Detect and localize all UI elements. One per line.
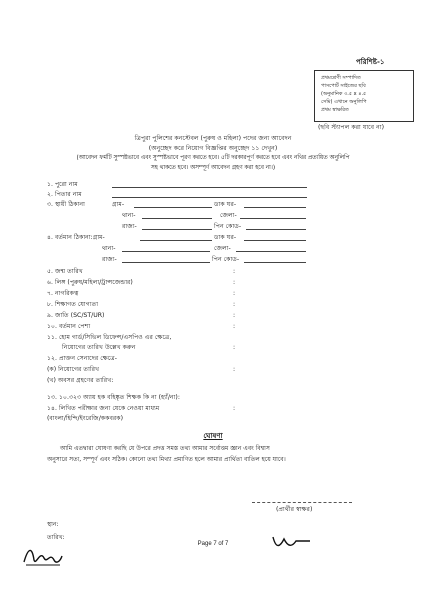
photo-box <box>314 70 414 122</box>
present-district-line[interactable] <box>236 251 306 252</box>
field-label-father-name: ২. পিতার নাম <box>47 191 82 198</box>
field-label-appointment-date: (ক) নিয়োগের তারিখ <box>47 366 100 373</box>
present-state-line[interactable] <box>122 262 210 263</box>
form-title: ত্রিপুরা পুলিশের কনস্টেবল (পুরুষ ও মহিলা) পদের জন্য আবেদন <box>134 135 292 142</box>
instruction-line: সহ থাকতে হবে। অসম্পূর্ণ আবেদন গ্রহণ করা হবে না।) <box>150 165 276 171</box>
form-subtitle: (অনুচ্ছেদ করে নিয়োগ বিজ্ঞপ্তির অনুচ্ছেদ ১১ দেখুন) <box>148 145 278 152</box>
present-post-line[interactable] <box>244 240 306 241</box>
photo-box-line: সেমি) এখানে অনুলিপি <box>321 99 367 105</box>
photo-box-line: প্রথম স্বাক্ষরিত <box>321 107 349 113</box>
field-label-gender: ৬. লিঙ্গ (পুরুষ/মহিলা/ট্রান্সজেন্ডার) <box>47 279 133 286</box>
field-colon: : <box>233 290 236 297</box>
field-label-retrenched-teacher: ১৩. ১০.৩২৩ অ্যায় হক বহিষ্কৃত শিক্ষক কি না (হ্যাঁ/না): <box>47 394 180 401</box>
photo-box-line: প্রথমশ্রেণী সম্পাদিত <box>321 75 361 81</box>
father-name-line[interactable] <box>112 197 307 198</box>
full-name-line[interactable] <box>112 187 307 188</box>
field-colon: : <box>233 268 236 275</box>
field-colon: : <box>233 344 236 351</box>
field-label-post: ডাক ঘর- <box>214 234 237 241</box>
field-label-exam-medium-options: (বাংলা/হিন্দি/ইংরেজি/ককবরক) <box>47 415 124 422</box>
photo-box-line: পাসপোর্ট সাইজের ছবি <box>321 83 366 89</box>
field-colon: : <box>233 279 236 286</box>
field-label-pin: পিন কোড- <box>212 256 240 263</box>
field-label-education: ৮. শিক্ষাগত যোগ্যতা <box>47 301 99 308</box>
permanent-district-line[interactable] <box>240 218 306 219</box>
field-colon: : <box>233 405 236 412</box>
field-label-thana: থানা- <box>122 212 136 219</box>
field-label-state: রাজ্য- <box>102 256 117 263</box>
permanent-thana-line[interactable] <box>142 218 212 219</box>
declaration-line: অনুসারে সত্য, সম্পূর্ণ এবং সঠিক। কোনো তথ্য মিথ্যা প্রমাণিত হলে আমার প্রার্থিতা বাতিল হয়ে যাবে। <box>47 456 286 463</box>
field-label-retirement-date: (খ) অবসর গ্রহণের তারিখ: <box>47 377 114 384</box>
field-label-permanent-address: ৩. স্থায়ী ঠিকানা <box>47 201 85 208</box>
field-label-post: ডাক ঘর- <box>214 201 237 208</box>
field-label-dob: ৫. জন্ম তারিখ <box>47 268 83 275</box>
present-thana-line[interactable] <box>122 251 210 252</box>
field-label-ex-servicemen: ১২. প্রাক্তন সেনাদের ক্ষেত্রে- <box>47 355 118 362</box>
field-label-pin: পিন কোড- <box>214 223 242 230</box>
instruction-line: (আবেদন ফর্মটি সুস্পষ্টভাবে এবং সুস্পষ্টভাবে পূরণ করতে হবে। ৫টি দরকারপূর্ণ করতে হবে এবং নথির প্রত্যয়িত অনুলিপি <box>76 155 350 161</box>
field-label-occupation: ১০. বর্তমান পেশা <box>47 323 91 330</box>
annex-label: পরিশিষ্ট-১ <box>356 58 385 66</box>
field-label-district: জেলা- <box>214 245 231 252</box>
field-label-district: জেলা- <box>220 212 237 219</box>
present-village-line[interactable] <box>140 240 212 241</box>
field-label-home-guard: ১১. হোম গার্ড/সিভিল ডিফেন্স/এসপিও এর ক্ষেত্রে, <box>47 334 172 341</box>
permanent-pin-line[interactable] <box>246 229 306 230</box>
field-label-home-guard-date: নিয়োগের তারিখ উল্লেখ করুন <box>62 344 136 351</box>
field-label-caste: ৯. জাতি (SC/ST/UR) <box>47 312 105 319</box>
permanent-village-line[interactable] <box>134 207 212 208</box>
permanent-post-line[interactable] <box>244 207 306 208</box>
field-label-full-name: ১. পুরো নাম <box>47 181 78 188</box>
permanent-state-line[interactable] <box>142 229 212 230</box>
field-label-present-address: ৪. বর্তমান ঠিকানা:গ্রাম- <box>47 234 105 241</box>
signature-line[interactable] <box>252 502 352 503</box>
field-label-citizenship: ৭. নাগরিকত্ব <box>47 290 79 297</box>
present-pin-line[interactable] <box>244 262 306 263</box>
field-label-thana: থানা- <box>102 245 116 252</box>
field-colon: : <box>233 301 236 308</box>
place-label: স্থান: <box>47 521 59 528</box>
photo-box-line: (অনুমানিক ৩.৫ x ৪.৫ <box>321 91 367 97</box>
field-label-village: গ্রাম- <box>112 201 125 208</box>
field-colon: : <box>233 366 236 373</box>
field-label-exam-medium: ১৪. লিখিত পরীক্ষার জন্য যেকে নেওয়া মাধ্যম <box>47 405 160 412</box>
field-colon: : <box>233 312 236 319</box>
declaration-heading: ঘোষণা <box>203 432 223 440</box>
photo-caption: (ছবি স্ট্যাপল করা যাবে না) <box>318 124 384 131</box>
declaration-line: আমি এতদ্বারা ঘোষণা করছি যে উপরে প্রদত্ত সমস্ত তথ্য আমার সর্বোত্তম জ্ঞান এবং বিশ্বাস <box>60 445 270 452</box>
field-label-state: রাজ্য- <box>122 223 137 230</box>
signature-label: (প্রার্থীর স্বাক্ষর) <box>276 506 313 513</box>
field-colon: : <box>233 323 236 330</box>
date-label: তারিখ: <box>47 534 65 541</box>
page-number: Page 7 of 7 <box>197 541 229 547</box>
